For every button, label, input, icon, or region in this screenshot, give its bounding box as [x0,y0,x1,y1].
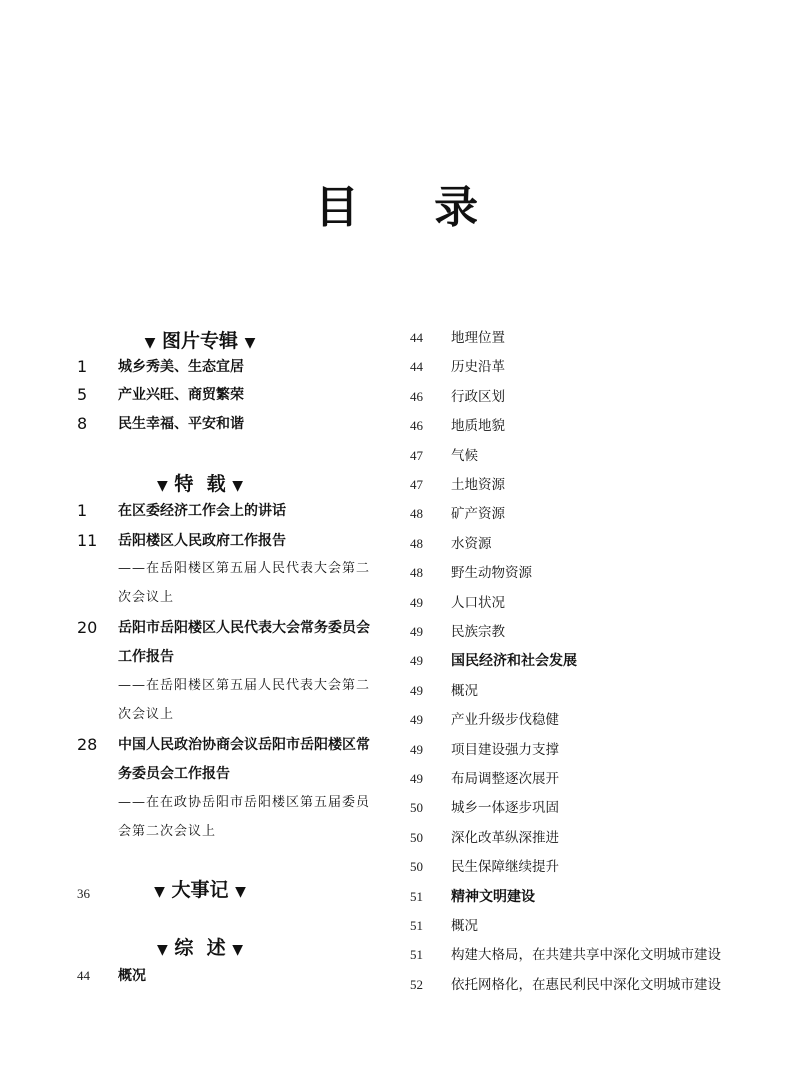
toc-subtitle: ——在岳阳楼区第五届人民代表大会第二 [118,678,371,693]
toc-entry[interactable]: 岳阳市岳阳楼区人民代表大会常务委员会 [118,620,370,636]
triangle-down-icon: ▼ [232,942,244,958]
toc-entry[interactable]: 岳阳楼区人民政府工作报告 [118,533,286,549]
toc-subtitle: ——在在政协岳阳市岳阳楼区第五届委员 [118,795,371,810]
page-number: 51 [410,918,423,933]
section-heading-overview[interactable]: ▼ 综 述 ▼ [156,937,244,959]
page-title: 目 录 [314,182,509,233]
toc-subtitle: 次会议上 [118,707,175,722]
page-number: 51 [410,947,423,962]
page-number: 52 [410,977,423,992]
page-number: 48 [410,506,423,521]
toc-entry[interactable]: 气候 [451,448,478,464]
toc-entry[interactable]: 概况 [451,918,478,934]
page-number: 50 [410,859,423,874]
toc-entry[interactable]: 构建大格局，在共建共享中深化文明城市建设 [451,947,721,963]
toc-subtitle: 次会议上 [118,590,175,605]
page-number: 49 [410,712,423,727]
toc-entry[interactable]: 人口状况 [451,595,505,611]
page-number: 44 [410,330,423,345]
page-number: 49 [410,595,423,610]
toc-subtitle: 会第二次会议上 [118,824,217,839]
toc-entry[interactable]: 产业升级步伐稳健 [451,712,559,728]
page-number: 8 [77,414,88,433]
triangle-down-icon: ▼ [244,335,256,351]
page-number: 1 [77,357,88,376]
section-heading-special[interactable]: ▼ 特 载 ▼ [156,473,244,495]
triangle-down-icon: ▼ [235,884,246,900]
page-number: 46 [410,418,423,433]
page-number: 11 [77,531,98,550]
page-number: 46 [410,389,423,404]
toc-entry-continued[interactable]: 务委员会工作报告 [118,766,230,782]
toc-entry[interactable]: 矿产资源 [451,506,505,522]
page-number: 28 [77,735,98,754]
toc-section-entry[interactable]: 精神文明建设 [451,889,535,905]
page-number: 5 [77,385,88,404]
page-number: 1 [77,501,88,520]
toc-entry[interactable]: 土地资源 [451,477,505,493]
page-number: 36 [77,886,90,901]
triangle-down-icon: ▼ [154,884,165,900]
page-number: 50 [410,800,423,815]
toc-entry[interactable]: 地理位置 [451,330,505,346]
triangle-down-icon: ▼ [156,478,168,494]
toc-entry[interactable]: 野生动物资源 [451,565,532,581]
toc-entry[interactable]: 行政区划 [451,389,505,405]
toc-entry[interactable]: 中国人民政治协商会议岳阳市岳阳楼区常 [118,737,370,753]
page-number: 49 [410,653,423,668]
toc-entry[interactable]: 概况 [451,683,478,699]
page-number: 51 [410,889,423,904]
page-number: 48 [410,536,423,551]
toc-entry[interactable]: 水资源 [451,536,492,552]
page-number: 49 [410,624,423,639]
toc-entry[interactable]: 布局调整逐次展开 [451,771,559,787]
toc-entry[interactable]: 依托网格化，在惠民利民中深化文明城市建设 [451,977,721,993]
page-number: 49 [410,771,423,786]
toc-entry[interactable]: 民生保障继续提升 [451,859,559,875]
triangle-down-icon: ▼ [232,478,244,494]
toc-entry[interactable]: 城乡秀美、生态宜居 [118,359,244,375]
page-number: 49 [410,742,423,757]
page-number: 44 [410,359,423,374]
toc-subtitle: ——在岳阳楼区第五届人民代表大会第二 [118,561,371,576]
toc-entry[interactable]: 深化改革纵深推进 [451,830,559,846]
page-number: 49 [410,683,423,698]
triangle-down-icon: ▼ [156,942,168,958]
toc-entry[interactable]: 产业兴旺、商贸繁荣 [118,387,244,403]
page-number: 44 [77,968,90,983]
triangle-down-icon: ▼ [144,335,156,351]
page-number: 47 [410,448,423,463]
toc-entry[interactable]: 历史沿革 [451,359,505,375]
toc-entry[interactable]: 概况 [118,968,146,984]
page-number: 48 [410,565,423,580]
page-number: 47 [410,477,423,492]
section-heading-chronicle[interactable]: ▼ 大事记 ▼ [154,879,246,901]
toc-entry[interactable]: 项目建设强力支撑 [451,742,559,758]
toc-entry[interactable]: 民族宗教 [451,624,505,640]
toc-entry[interactable]: 城乡一体逐步巩固 [451,800,559,816]
page-number: 50 [410,830,423,845]
toc-section-entry[interactable]: 国民经济和社会发展 [451,653,577,669]
toc-entry-continued[interactable]: 工作报告 [118,649,174,665]
section-heading-photos[interactable]: ▼ 图片专辑 ▼ [144,330,256,352]
toc-entry[interactable]: 在区委经济工作会上的讲话 [118,503,286,519]
page-number: 20 [77,618,98,637]
toc-entry[interactable]: 民生幸福、平安和谐 [118,416,244,432]
toc-entry[interactable]: 地质地貌 [451,418,505,434]
